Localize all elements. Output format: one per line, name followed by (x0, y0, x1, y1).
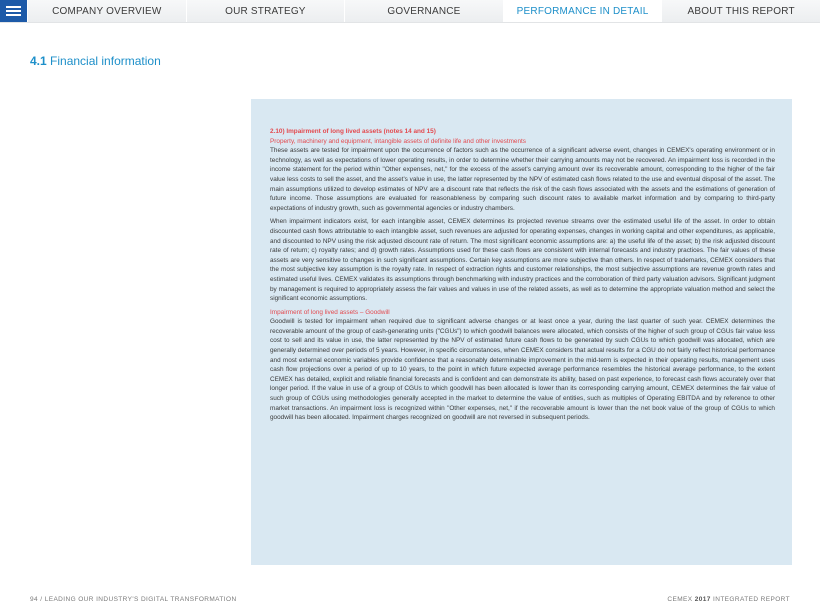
menu-line (6, 10, 21, 12)
note-content (270, 127, 775, 427)
menu-line (6, 6, 21, 8)
note-heading: 2.10) Impairment of long lived assets (notes 14 and 15) (270, 128, 436, 135)
footer-section-text: LEADING OUR INDUSTRY'S DIGITAL TRANSFORMATION (44, 596, 237, 603)
hamburger-icon[interactable] (0, 0, 27, 22)
page-number: 94 (30, 596, 39, 603)
note-paragraph: Goodwill is tested for impairment when required due to significant adverse changes or at least once a year, during the last quarter of such year. CEMEX determines the recoverable amount of the group of cash-generating units ("CGUs") to which goodwill balances were allocated, which consists of the higher of such group of CGUs fair value less cost to sell and its value in use, the latter represented by the NPV of estimated future cash flows to be generated by such CGUs to which goodwill was allocated, which are generally determined over periods of 5 years. However, in specific circumstances, when CEMEX considers that actual results for a CGU do not fairly reflect historical performance and most external economic variables provide confidence that a reasonably determinable improvement in the mid-term is expected in their operating results, management uses cash flow projections over a period of up to 10 years, to the point in which future expected average performance resembles the historical average performance, to the extent CEMEX has detailed, explicit and reliable financial forecasts and is confident and can demonstrate its ability, based on past experience, to forecast cash flows accurately over that longer period. If the value in use of a group of CGUs to which goodwill has been allocated is lower than its corresponding carrying amount, CEMEX determines the fair value of such group of CGUs using methodologies generally accepted in the market to determine the value of entities, such as multiples of Operating EBITDA and by reference to other market transactions. An impairment loss is recognized within "Other expenses, net," if the recoverable amount is lower than the net book value of the group of CGUs to which goodwill has been allocated. Impairment charges recognized on goodwill are not reversed in subsequent periods. (270, 318, 775, 422)
note-subheading: Impairment of long lived assets – Goodwill (270, 308, 390, 316)
page-title (30, 54, 161, 68)
tab-governance[interactable]: GOVERNANCE (344, 0, 503, 22)
section-name: Financial information (50, 54, 161, 68)
note-subheading: Property, machinery and equipment, intangible assets of definite life and other investments (270, 137, 527, 145)
tab-about-this-report[interactable]: ABOUT THIS REPORT (661, 0, 820, 22)
tab-performance-in-detail[interactable]: PERFORMANCE IN DETAIL (503, 0, 662, 22)
footer-left (30, 596, 237, 603)
note-paragraph: When impairment indicators exist, for each intangible asset, CEMEX determines its projected revenue streams over the estimated useful life of the asset. In order to obtain discounted cash flows attributable to each intangible asset, such revenues are adjusted for operating expenses, changes in working capital and other expenditures, as applicable, and discounted to NPV using the risk adjusted discount rate of return. The most significant economic assumptions are: a) the useful life of the asset; b) the risk adjusted discount rate of return; c) royalty rates; and d) growth rates. Assumptions used for these cash flows are consistent with internal forecasts and industry practices. The fair values of these assets are very sensitive to changes in such significant assumptions. Certain key assumptions are more subjective than others. In respect of trademarks, CEMEX considers that the most subjective key assumption is the royalty rate. In respect of extraction rights and customer relationships, the most subjective assumptions are revenue growth rates and estimated useful lives. CEMEX validates its assumptions through benchmarking with industry practices and the corroboration of third party valuation advisors. Significant judgment by management is required to appropriately assess the fair values and values in use of the related assets, as well as to determine the appropriate valuation method and select the significant economic assumptions. (270, 218, 775, 303)
tab-company-overview[interactable]: COMPANY OVERVIEW (27, 0, 186, 22)
menu-line (6, 14, 21, 16)
tab-our-strategy[interactable]: OUR STRATEGY (186, 0, 345, 22)
footer-year: 2017 (694, 596, 711, 603)
footer-right (667, 596, 790, 603)
footer-report: INTEGRATED REPORT (713, 596, 790, 603)
top-navigation (0, 0, 820, 23)
section-number: 4.1 (30, 54, 47, 68)
note-paragraph: These assets are tested for impairment upon the occurrence of factors such as the occurrence of a significant adverse event, changes in CEMEX's operating environment or in technology, as well as expectations of lower operating results, in order to determine whether their carrying amounts may not be recovered. An impairment loss is recorded in the income statement for the period within "Other expenses, net," for the excess of the asset's carrying amount over its recoverable amount, corresponding to the higher of the fair value less costs to sell the asset, and the asset's value in use, the latter represented by the NPV of estimated cash flows related to the use and eventual disposal of the asset. The main assumptions utilized to develop estimates of NPV are a discount rate that reflects the risk of the cash flows associated with the assets and the estimations of generation of future income. Those assumptions are evaluated for reasonableness by comparing such discount rates to available market information and by comparing to third-party expectations of industry growth, such as governmental agencies or industry chambers. (270, 147, 775, 212)
footer-brand: CEMEX (667, 596, 693, 603)
footer-separator: / (40, 596, 43, 603)
